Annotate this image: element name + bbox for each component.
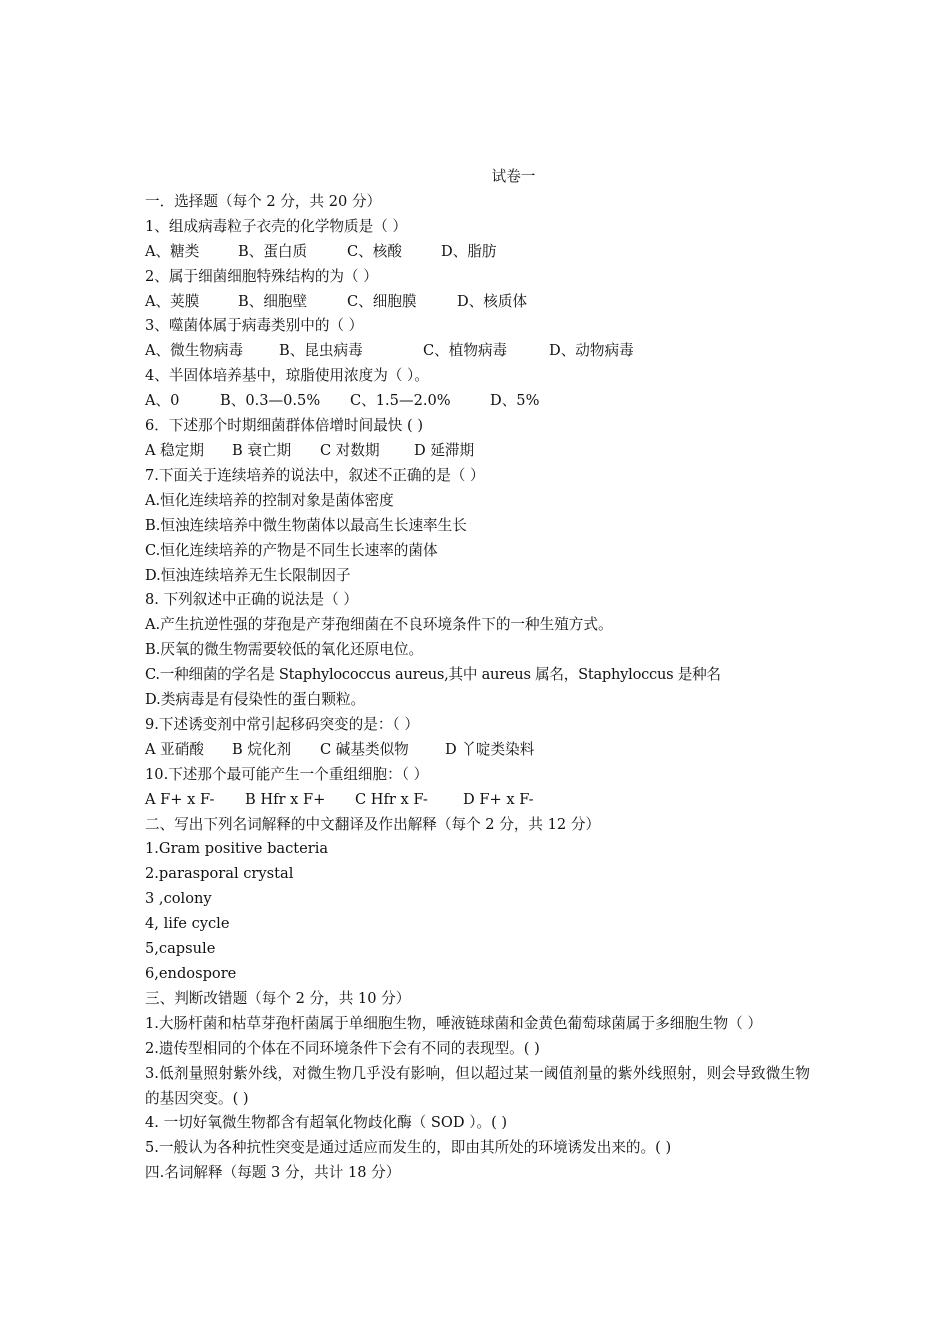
option-b: B Hfr x F+ (245, 790, 326, 808)
option-a: A、0 (145, 392, 180, 410)
option-c: C 对数期 (320, 441, 380, 459)
option-c: C、核酸 (347, 242, 402, 260)
option-b: B、蛋白质 (238, 242, 308, 260)
question-9: 9.下述诱变剂中常引起移码突变的是：（ ） (145, 715, 419, 733)
option-d: D、动物病毒 (549, 342, 634, 360)
option-a: A F+ x F- (145, 790, 215, 808)
section-heading-choice: 一．选择题（每个 2 分，共 20 分） (145, 192, 382, 210)
term-item: 4, life cycle (145, 915, 230, 933)
option-a: A 亚硝酸 (145, 740, 204, 758)
question-6-options (145, 439, 810, 464)
option-c: C 碱基类似物 (320, 740, 409, 758)
option-a: A、微生物病毒 (145, 342, 244, 360)
question-10-options (145, 788, 810, 813)
option-b: B.厌氧的微生物需要较低的氧化还原电位。 (145, 641, 424, 659)
option-a: A 稳定期 (145, 441, 204, 459)
question-3-options (145, 339, 810, 364)
term-item: 2.parasporal crystal (145, 865, 294, 883)
question-2: 2、属于细菌细胞特殊结构的为（ ） (145, 267, 378, 285)
option-a: A、糖类 (145, 242, 200, 260)
question-8: 8. 下列叙述中正确的说法是（ ） (145, 591, 358, 609)
option-c: C、细胞膜 (347, 292, 417, 310)
option-d: D、脂肪 (441, 242, 497, 260)
option-a: A、荚膜 (145, 292, 200, 310)
question-9-options (145, 738, 810, 763)
option-a: A.恒化连续培养的控制对象是菌体密度 (145, 491, 394, 509)
option-d: D.类病毒是有侵染性的蛋白颗粒。 (145, 691, 366, 709)
judgement-item: 2.遗传型相同的个体在不同环境条件下会有不同的表现型。( ) (145, 1039, 540, 1057)
option-d: D、5% (490, 392, 540, 410)
option-c: C Hfr x F- (355, 790, 428, 808)
question-10: 10.下述那个最可能产生一个重组细胞：（ ） (145, 765, 429, 783)
option-b: B 衰亡期 (232, 441, 292, 459)
option-d: D 丫啶类染料 (445, 740, 535, 758)
option-c: C.恒化连续培养的产物是不同生长速率的菌体 (145, 541, 438, 559)
question-4-options (145, 389, 810, 414)
term-item: 6,endospore (145, 965, 237, 982)
question-2-options (145, 290, 810, 315)
section-heading-term-explanation: 四.名词解释（每题 3 分，共计 18 分） (145, 1164, 401, 1182)
question-6: 6．下述那个时期细菌群体倍增时间最快 ( ) (145, 417, 424, 435)
judgement-item: 3.低剂量照射紫外线，对微生物几乎没有影响，但以超过某一阈值剂量的紫外线照射，则会导致微生物的基因突变。( ) (145, 1064, 810, 1107)
term-item: 1.Gram positive bacteria (145, 840, 329, 858)
option-d: D F+ x F- (463, 790, 534, 808)
judgement-item: 1.大肠杆菌和枯草芽孢杆菌属于单细胞生物，唾液链球菌和金黄色葡萄球菌属于多细胞生物（ ） (145, 1014, 762, 1032)
exam-content (145, 165, 810, 1186)
option-b: B、细胞壁 (238, 292, 308, 310)
option-b: B 烷化剂 (232, 740, 292, 758)
judgement-item: 5.一般认为各种抗性突变是通过适应而发生的，即由其所处的环境诱发出来的。( ) (145, 1139, 672, 1157)
question-4: 4、半固体培养基中，琼脂使用浓度为（ ）。 (145, 367, 429, 385)
section-heading-true-false: 三、判断改错题（每个 2 分，共 10 分） (145, 989, 411, 1007)
option-a: A.产生抗逆性强的芽孢是产芽孢细菌在不良环境条件下的一种生殖方式。 (145, 616, 613, 634)
option-d: D、核质体 (457, 292, 528, 310)
option-d: D 延滞期 (414, 441, 475, 459)
exam-title: 试卷一 (491, 168, 536, 185)
question-1-options (145, 240, 810, 265)
section-heading-terms-translation: 二、写出下列名词解释的中文翻译及作出解释（每个 2 分，共 12 分） (145, 815, 601, 833)
option-d: D.恒浊连续培养无生长限制因子 (145, 566, 351, 584)
option-b: B.恒浊连续培养中微生物菌体以最高生长速率生长 (145, 516, 467, 534)
term-item: 5,capsule (145, 940, 216, 958)
term-item: 3 ,colony (145, 890, 212, 908)
question-3: 3、噬菌体属于病毒类别中的（ ） (145, 317, 364, 335)
judgement-item: 4. 一切好氧微生物都含有超氧化物歧化酶（ SOD ）。( ) (145, 1114, 508, 1132)
option-b: B、0.3—0.5% (220, 392, 321, 410)
option-c: C、1.5—2.0% (350, 392, 451, 410)
question-1: 1、组成病毒粒子衣壳的化学物质是（ ） (145, 217, 408, 235)
option-b: B、昆虫病毒 (279, 342, 363, 360)
option-c: C、植物病毒 (423, 342, 508, 360)
option-c: C.一种细菌的学名是 Staphylococcus aureus,其中 aureus 属名，Staphyloccus 是种名 (145, 666, 721, 684)
question-7: 7.下面关于连续培养的说法中，叙述不正确的是（ ） (145, 466, 485, 484)
